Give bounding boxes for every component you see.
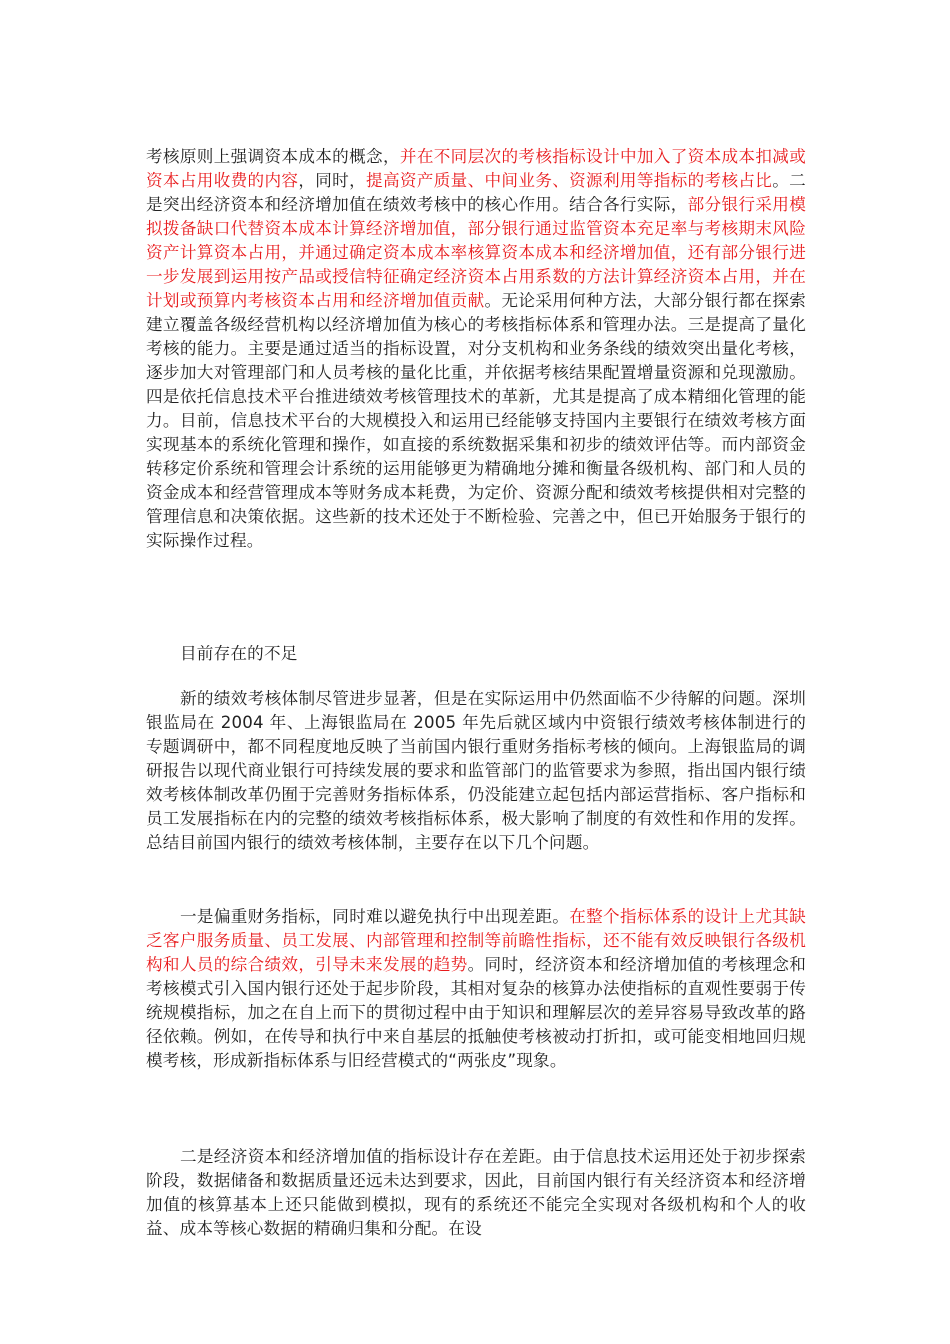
text-run: ，同时， [298,170,367,190]
highlighted-text-run: 在整个指标体系的设计上尤其缺乏客户服务质量、员工发展、内部管理和控制等前瞻性指标，还不能有效反映银行各级机构和人员的综合绩效，引导未来发展的趋势 [146,906,806,974]
highlighted-text-run: 并在不同层次的考核指标设计中加入了资本成本扣减或资本占用收费的内容 [146,146,806,190]
text-run: 考核原则上强调资本成本的概念， [146,146,400,166]
text-run: 新的绩效考核体制尽管进步显著，但是在实际运用中仍然面临不少待解的问题。深圳银监局在 2004 年、上海银监局在 2005 年先后就区域内中资银行绩效考核体制进行的专题调研中，都不同程度地反映了当前国内银行重财务指标考核的倾向。上海银监局的调研报告以现代商业银行可持续发展的要求和监管部门的监管要求为参照，指出国内银行绩效考核体制改革仍囿于完善财务指标体系，仍没能建立起包括内部运营指标、客户指标和员工发展指标在内的完整的绩效考核指标体系，极大影响了制度的有效性和作用的发挥。总结目前国内银行的绩效考核体制，主要存在以下几个问题。 [146,688,806,852]
section-heading: 目前存在的不足 [180,643,298,663]
paragraph-problem-one [146,905,806,1073]
paragraph-problems-intro [146,687,806,855]
highlighted-text-run: 部分银行采用模拟拨备缺口代替资本成本计算经济增加值，部分银行通过监管资本充足率与考核期末风险资产计算资本占用，并通过确定资本成本率核算资本成本和经济增加值，还有部分银行进一步发展到运用按产品或授信特征确定经济资本占用系数的方法计算经济资本占用，并在计划或预算内考核资本占用和经济增加值贡献 [146,194,806,310]
paragraph-problem-two [146,1145,806,1241]
paragraph-continued [146,145,806,553]
text-run: 。二是突出经济资本和经济增加值在绩效考核中的核心作用。结合各行实际， [146,170,806,214]
text-run: 。同时，经济资本和经济增加值的考核理念和考核模式引入国内银行还处于起步阶段，其相对复杂的核算办法使指标的直观性要弱于传统规模指标，加之在自上而下的贯彻过程中由于知识和理解层次的差异容易导致改革的路径依赖。例如，在传导和执行中来自基层的抵触使考核被动打折扣，或可能变相地回归规模考核，形成新指标体系与旧经营模式的“两张皮”现象。 [146,954,806,1070]
text-run: 二是经济资本和经济增加值的指标设计存在差距。由于信息技术运用还处于初步探索阶段，数据储备和数据质量还远未达到要求，因此，目前国内银行有关经济资本和经济增加值的核算基本上还只能做到模拟，现有的系统还不能完全实现对各级机构和个人的收益、成本等核心数据的精确归集和分配。在设 [146,1146,806,1238]
highlighted-text-run: 提高资产质量、中间业务、资源利用等指标的考核占比 [366,170,773,190]
text-run: 一是偏重财务指标，同时难以避免执行中出现差距。 [180,906,570,926]
text-run: 。无论采用何种方法，大部分银行都在探索建立覆盖各级经营机构以经济增加值为核心的考核指标体系和管理办法。三是提高了量化考核的能力。主要是通过适当的指标设置，对分支机构和业务条线的绩效突出量化考核，逐步加大对管理部门和人员考核的量化比重，并依据考核结果配置增量资源和兑现激励。四是依托信息技术平台推进绩效考核管理技术的革新，尤其是提高了成本精细化管理的能力。目前，信息技术平台的大规模投入和运用已经能够支持国内主要银行在绩效考核方面实现基本的系统化管理和操作，如直接的系统数据采集和初步的绩效评估等。而内部资金转移定价系统和管理会计系统的运用能够更为精确地分摊和衡量各级机构、部门和人员的资金成本和经营管理成本等财务成本耗费，为定价、资源分配和绩效考核提供相对完整的管理信息和决策依据。这些新的技术还处于不断检验、完善之中，但已开始服务于银行的实际操作过程。 [146,290,806,550]
